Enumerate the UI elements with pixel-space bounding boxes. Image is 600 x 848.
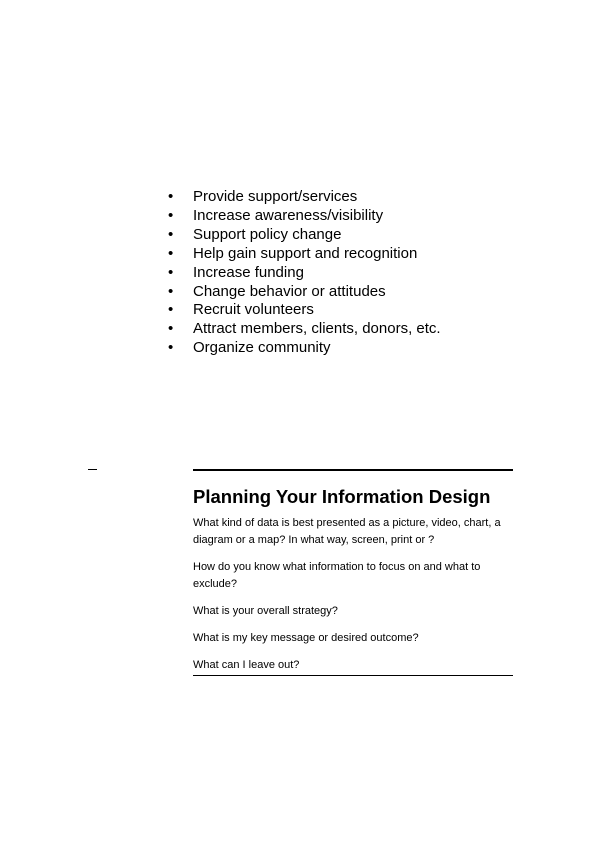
list-item-text: Attract members, clients, donors, etc. <box>193 320 441 338</box>
bullet-icon: • <box>168 263 174 281</box>
bullet-icon: • <box>168 282 174 300</box>
bullet-icon: • <box>168 339 174 357</box>
bullet-icon: • <box>168 301 174 319</box>
bullet-icon: • <box>168 225 174 243</box>
bullet-icon: • <box>168 244 174 262</box>
bullet-icon: • <box>168 188 174 205</box>
list-item-text: Recruit volunteers <box>193 301 314 319</box>
panel-title: Planning Your Information Design <box>193 486 491 507</box>
bullet-icon: • <box>168 206 174 224</box>
list-item-text: Help gain support and recognition <box>193 244 418 262</box>
list-item <box>168 301 448 320</box>
list-item <box>168 339 448 358</box>
list-item-text: Increase funding <box>193 263 304 281</box>
list-item <box>168 226 448 245</box>
question-text: What can I leave out? <box>193 659 300 671</box>
question-text: What kind of data is best presented as a picture, video, chart, a diagram or a map? In what way, screen, print or ? <box>193 517 501 546</box>
list-item-text: Organize community <box>193 339 331 357</box>
list-item <box>168 283 448 302</box>
question-text: What is my key message or desired outcome? <box>193 632 419 644</box>
bullet-icon: • <box>168 320 174 338</box>
list-item-text: Support policy change <box>193 225 342 243</box>
list-item <box>168 245 448 264</box>
margin-dash <box>88 469 97 470</box>
list-item-text: Provide support/services <box>193 188 358 205</box>
list-item <box>168 207 448 226</box>
list-item-text: Increase awareness/visibility <box>193 206 384 224</box>
goals-bullet-list <box>168 188 448 358</box>
list-item <box>168 188 448 207</box>
list-item <box>168 264 448 283</box>
list-item-text: Change behavior or attitudes <box>193 282 386 300</box>
planning-panel <box>193 469 513 676</box>
list-item <box>168 320 448 339</box>
question-text: What is your overall strategy? <box>193 605 338 617</box>
question-text: How do you know what information to focus on and what to exclude? <box>193 561 481 590</box>
